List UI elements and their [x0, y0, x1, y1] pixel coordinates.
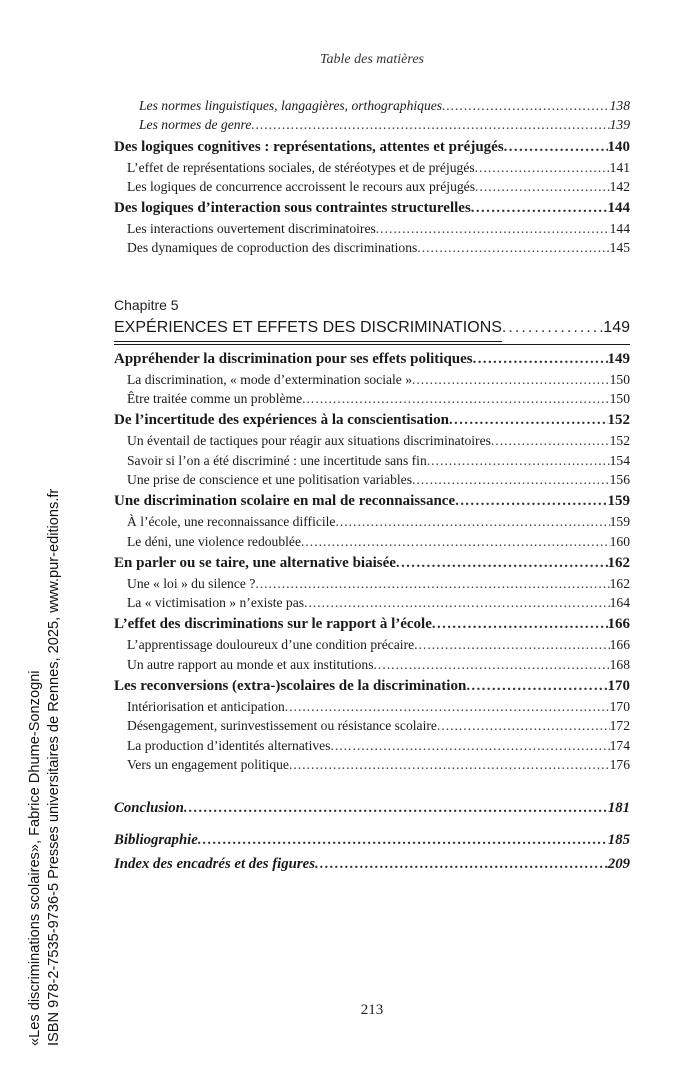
- dot-leader: [427, 451, 610, 470]
- toc-entry-page: 159: [609, 514, 630, 530]
- toc-entry-title: La production d’identités alternatives: [127, 737, 331, 753]
- toc-entry-title: Les reconversions (extra-)scolaires de la discrimination: [114, 678, 467, 695]
- toc-entry-title: Désengagement, surinvestissement ou résistance scolaire: [127, 718, 437, 734]
- toc-section-entry[interactable]: [114, 137, 630, 158]
- toc-entry-title: La « victimisation » n’existe pas: [127, 595, 305, 611]
- dot-leader: [315, 852, 608, 876]
- toc-entry-page: 170: [607, 678, 630, 695]
- toc-section-entry[interactable]: [114, 491, 630, 512]
- toc-section-entry[interactable]: [114, 614, 630, 635]
- toc-subsection-entry[interactable]: [114, 532, 630, 551]
- dot-leader: [442, 96, 610, 115]
- dot-leader: [198, 828, 608, 852]
- dot-leader: [376, 219, 610, 238]
- toc-subsection-entry[interactable]: [114, 697, 630, 716]
- toc-entry-page: 150: [609, 391, 630, 407]
- toc-entry-page: 166: [609, 637, 630, 653]
- toc-subsection-entry[interactable]: [114, 470, 630, 489]
- chapter-page: 149: [603, 318, 630, 336]
- toc-entry-page: 144: [607, 200, 630, 217]
- dot-leader: [417, 238, 609, 257]
- toc-subsection-entry[interactable]: [114, 219, 630, 238]
- dot-leader: [455, 491, 607, 512]
- dot-leader: [504, 137, 608, 158]
- toc-subsection-entry[interactable]: [114, 431, 630, 450]
- toc-section-entry[interactable]: [114, 198, 630, 219]
- dot-leader: [471, 198, 608, 219]
- chapter-title: EXPÉRIENCES ET EFFETS DES DISCRIMINATIONS: [114, 315, 502, 342]
- toc-subsection-entry[interactable]: [114, 635, 630, 654]
- dot-leader: [491, 431, 610, 450]
- toc-entry-title: Un éventail de tactiques pour réagir aux situations discriminatoires: [127, 433, 491, 449]
- toc-subsection-entry[interactable]: [114, 736, 630, 755]
- dot-leader: [302, 389, 609, 408]
- toc-entry-page: 168: [609, 656, 630, 672]
- toc-entry-page: 149: [607, 350, 630, 367]
- toc-subsection-entry[interactable]: [114, 512, 630, 531]
- dot-leader: [289, 755, 610, 774]
- running-head: Table des matières: [320, 52, 424, 67]
- chapter-rule: [114, 344, 630, 345]
- toc-entry-title: Bibliographie: [114, 832, 198, 849]
- toc-entry-title: Des logiques cognitives : représentations, attentes et préjugés: [114, 138, 504, 155]
- toc-chapter-sections: [114, 349, 630, 774]
- toc-entry-page: 138: [609, 98, 630, 113]
- toc-entry-title: À l’école, une reconnaissance difficile: [127, 514, 336, 530]
- toc-entry-title: Le déni, une violence redoublée: [127, 533, 301, 549]
- toc-entry-page: 162: [609, 575, 630, 591]
- toc-entry-page: 150: [609, 371, 630, 387]
- dot-leader: [335, 512, 609, 531]
- toc-entry-title: De l’incertitude des expériences à la conscientisation: [114, 412, 449, 429]
- toc-entry-title: Savoir si l’on a été discriminé : une incertitude sans fin: [127, 452, 427, 468]
- side-note-line-1: «Les discriminations scolaires», Fabrice Dhume-Sonzogni: [27, 670, 43, 1046]
- toc-subsection-entry[interactable]: [114, 389, 630, 408]
- toc-entry-title: En parler ou se taire, une alternative biaisée: [114, 554, 396, 571]
- toc-entry-page: 139: [609, 117, 630, 133]
- toc-entry-page: 140: [607, 138, 630, 155]
- dot-leader: [412, 470, 610, 489]
- toc-entry-title: Les normes linguistiques, langagières, orthographiques: [139, 98, 443, 113]
- toc-entry-page: 159: [607, 493, 630, 510]
- toc-entry-title: Les normes de genre: [139, 117, 252, 133]
- toc-entry-title: Une prise de conscience et une politisation variables: [127, 471, 412, 487]
- toc-entry-title: Un autre rapport au monde et aux institutions: [127, 656, 374, 672]
- toc-subsection-entry[interactable]: [114, 158, 630, 177]
- toc-subsection-entry[interactable]: [114, 451, 630, 470]
- toc-subsection-entry[interactable]: [114, 115, 630, 134]
- toc-entry-title: Conclusion: [114, 800, 184, 817]
- toc-entry-title: L’effet des discriminations sur le rapport à l’école: [114, 616, 432, 633]
- toc-entry-page: 156: [609, 471, 630, 487]
- side-note-line-2: ISBN 978-2-7535-9736-5 Presses universitaires de Rennes, 2025, www.pur-editions.fr: [46, 488, 62, 1046]
- dot-leader: [473, 349, 608, 370]
- dot-leader: [414, 635, 609, 654]
- toc-entry-page: 141: [609, 159, 630, 175]
- toc-entry-page: 145: [609, 240, 630, 256]
- dot-leader: [251, 115, 609, 134]
- toc-entry-page: 152: [609, 433, 630, 449]
- dot-leader: [475, 177, 610, 196]
- toc-entry-title: Les logiques de concurrence accroissent le recours aux préjugés: [127, 178, 476, 194]
- toc-entry-title: Index des encadrés et des figures: [114, 856, 315, 873]
- toc-entry-page: 170: [609, 699, 630, 715]
- toc-entry-bibliographie[interactable]: [114, 828, 630, 852]
- dot-leader: [437, 716, 610, 735]
- table-of-contents: [114, 96, 630, 876]
- toc-entry-title: Une discrimination scolaire en mal de reconnaissance: [114, 493, 456, 510]
- toc-entry-title: Intériorisation et anticipation: [127, 699, 285, 715]
- toc-entry-title: Être traitée comme un problème: [127, 391, 303, 407]
- dot-leader: [184, 796, 608, 820]
- toc-entry-page: 209: [607, 856, 630, 873]
- toc-entry-title: Des dynamiques de coproduction des discriminations: [127, 240, 418, 256]
- toc-entry-title: Vers un engagement politique: [127, 756, 289, 772]
- side-copyright-note: [26, 486, 64, 1046]
- toc-entry-title: La discrimination, « mode d’extermination sociale »: [127, 371, 413, 387]
- dot-leader: [374, 655, 610, 674]
- toc-entry-page: 154: [609, 452, 630, 468]
- toc-subsection-entry[interactable]: [114, 370, 630, 389]
- toc-entry-page: 164: [609, 595, 630, 611]
- dot-leader: [432, 614, 608, 635]
- toc-entry-page: 162: [607, 554, 630, 571]
- toc-section-entry[interactable]: [114, 349, 630, 370]
- toc-entry-index[interactable]: [114, 852, 630, 876]
- toc-entry-page: 152: [607, 412, 630, 429]
- toc-subsection-entry[interactable]: [114, 593, 630, 612]
- toc-entry-page: 185: [607, 832, 630, 849]
- dot-leader: [475, 158, 610, 177]
- toc-entry-page: 176: [609, 756, 630, 772]
- toc-entry-title: Les interactions ouvertement discriminatoires: [127, 221, 376, 237]
- chapter-label: Chapitre 5: [114, 296, 179, 313]
- page-number: 213: [360, 1002, 384, 1018]
- toc-entry-page: 144: [609, 221, 630, 237]
- toc-sections-before: [114, 96, 630, 258]
- dot-leader: [396, 553, 608, 574]
- toc-subsection-entry[interactable]: [114, 716, 630, 735]
- toc-entry-page: 174: [609, 737, 630, 753]
- dot-leader: [466, 676, 607, 697]
- dot-leader: [255, 574, 609, 593]
- toc-entry-title: L’apprentissage douloureux d’une condition précaire: [127, 637, 415, 653]
- toc-section-entry[interactable]: [114, 553, 630, 574]
- dot-leader: [301, 532, 610, 551]
- dot-leader: [412, 370, 610, 389]
- toc-entry-title: Appréhender la discrimination pour ses effets politiques: [114, 350, 473, 367]
- toc-subsection-entry[interactable]: [114, 574, 630, 593]
- toc-entry-title: Des logiques d’interaction sous contraintes structurelles: [114, 200, 471, 217]
- toc-subsection-entry[interactable]: [114, 238, 630, 257]
- toc-subsection-entry[interactable]: [114, 755, 630, 774]
- toc-entry-title: Une « loi » du silence ?: [127, 575, 256, 591]
- toc-entry-conclusion[interactable]: [114, 796, 630, 820]
- toc-section-entry[interactable]: [114, 676, 630, 697]
- toc-entry-page: 160: [609, 533, 630, 549]
- dot-leader: [285, 697, 610, 716]
- toc-entry-title: L’effet de représentations sociales, de stéréotypes et de préjugés: [127, 159, 475, 175]
- dot-leader: [330, 736, 609, 755]
- toc-entry-page: 166: [607, 616, 630, 633]
- toc-subsection-entry[interactable]: [114, 177, 630, 196]
- toc-section-entry[interactable]: [114, 410, 630, 431]
- dot-leader: [449, 410, 608, 431]
- toc-subsection-entry[interactable]: [114, 96, 630, 115]
- chapter-title-entry[interactable]: [114, 315, 630, 343]
- toc-entry-page: 172: [609, 718, 630, 734]
- toc-entry-page: 181: [607, 800, 630, 817]
- dot-leader: [502, 315, 603, 341]
- dot-leader: [304, 593, 610, 612]
- toc-subsection-entry[interactable]: [114, 655, 630, 674]
- toc-entry-page: 142: [609, 178, 630, 194]
